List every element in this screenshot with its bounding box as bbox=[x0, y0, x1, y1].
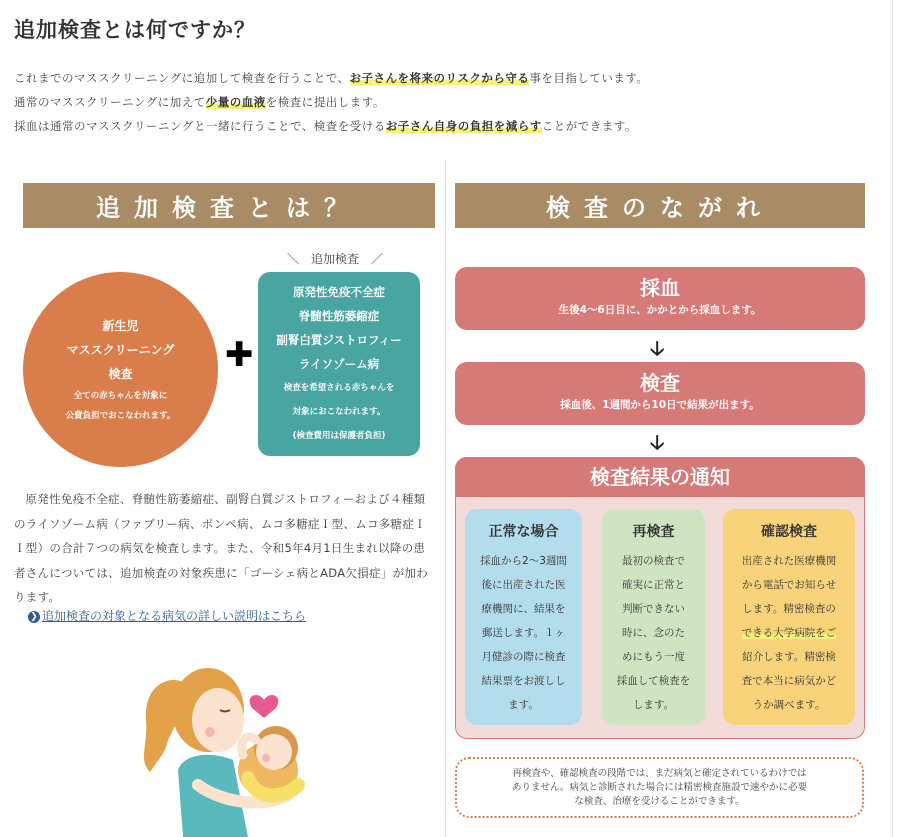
circle-line: 検査 bbox=[108, 366, 133, 381]
card-body: 採血から2〜3週間 後に出産された医 療機関に、結果を 郵送します。１ヶ 月健診の際に検査 結果票をお渡しし ます。 bbox=[480, 555, 567, 711]
step-blood-draw bbox=[455, 267, 865, 330]
intro-highlight: お子さん自身の負担を減らす bbox=[385, 119, 542, 133]
intro-text bbox=[14, 66, 648, 138]
intro-line-2: 通常のマススクリーニングに加えて少量の血液を検査に提出します。 bbox=[14, 95, 385, 109]
disease-name: 脊髄性筋萎縮症 bbox=[298, 309, 380, 323]
disease-name: ライソゾーム病 bbox=[298, 357, 380, 371]
additional-test-tag: ＼ 追加検査 ／ bbox=[287, 252, 384, 266]
intro-highlight: 少量の血液 bbox=[205, 95, 266, 109]
step-title: 採血 bbox=[640, 276, 680, 300]
card-title: 確認検査 bbox=[761, 524, 817, 540]
step-title: 検査 bbox=[640, 371, 680, 395]
page-title: 追加検査とは何ですか？ bbox=[14, 18, 256, 42]
disease-name: 原発性免疫不全症 bbox=[293, 285, 385, 299]
circle-line: 新生児 bbox=[102, 318, 139, 333]
mother-baby-illustration bbox=[138, 660, 338, 837]
circle-line: マススクリーニング bbox=[66, 342, 175, 357]
result-notice-title: 検査結果の通知 bbox=[455, 457, 865, 497]
disease-detail-link[interactable] bbox=[28, 607, 306, 624]
step-sub: 生後4〜6日目に、かかとから採血します。 bbox=[558, 304, 762, 316]
step-sub: 採血後、1週間から10日で結果が出ます。 bbox=[560, 399, 760, 411]
intro-highlight: お子さんを将来のリスクから守る bbox=[349, 71, 530, 85]
disease-name: 副腎白質ジストロフィー bbox=[276, 333, 402, 347]
chevron-right-icon: ❯ bbox=[28, 611, 40, 623]
card-body: 最初の検査で 確実に正常と 判断できない 時に、念のた めにもう一度 採血して検査を します。 bbox=[616, 555, 691, 711]
circle-sub: 全ての赤ちゃんを対象に bbox=[73, 390, 168, 401]
card-title: 再検査 bbox=[632, 524, 675, 540]
disease-description: 原発性免疫不全症、脊髄性筋萎縮症、副腎白質ジストロフィーおよび４種類のライソゾーム病（ファブリー病、ポンペ病、ムコ多糖症Ｉ型、ムコ多糖症ＩＩ型）の合計７つの病気を検査します。また、令和5年4月1日生まれ以降の患者さんについては、追加検査の対象疾患に「ゴーシェ病とADA欠損症」が加わります。 bbox=[14, 492, 428, 604]
teal-sub: 検査を希望される赤ちゃんを bbox=[283, 383, 395, 393]
page-edge-line bbox=[892, 0, 893, 837]
teal-sub: (検査費用は保護者負担) bbox=[292, 431, 386, 441]
card-confirm bbox=[723, 509, 855, 725]
card-retest bbox=[602, 509, 705, 725]
card-normal bbox=[465, 509, 582, 725]
circle-sub: 公費負担でおこなわれます。 bbox=[65, 410, 176, 421]
arrow-down-icon: 🡣 bbox=[650, 336, 665, 360]
detail-link-label[interactable]: 追加検査の対象となる病気の詳しい説明はこちら bbox=[42, 609, 307, 623]
column-divider bbox=[445, 160, 446, 837]
card-title: 正常な場合 bbox=[488, 524, 559, 540]
arrow-down-icon: 🡣 bbox=[650, 430, 665, 454]
additional-test-banner: 追加検査とは？ bbox=[23, 183, 435, 228]
newborn-screening-circle bbox=[23, 272, 218, 467]
intro-line-3: 採血は通常のマススクリーニングと一緒に行うことで、検査を受けるお子さん自身の負担を減らすことができます。 bbox=[14, 119, 637, 133]
step-test bbox=[455, 362, 865, 425]
teal-sub: 対象におこなわれます。 bbox=[292, 407, 386, 417]
card-body: 出産された医療機関 から電話でお知らせ します。精密検査の できる大学病院をご 紹介します。精密検 査で本当に病気かど うか調べます。 bbox=[741, 555, 837, 711]
plus-icon: ✚ bbox=[225, 335, 254, 375]
disclaimer-note: 再検査や、確認検査の段階では、まだ病気と確定されているわけでは ありません。病気と診断された場合には精密検査施設で速やかに必要 な検査、治療を受けることができます。 bbox=[455, 757, 864, 818]
intro-line-1: これまでのマススクリーニングに追加して検査を行うことで、お子さんを将来のリスクから守る事を目指しています。 bbox=[14, 71, 649, 85]
additional-test-box bbox=[258, 272, 420, 456]
flow-banner: 検査のながれ bbox=[455, 183, 865, 228]
